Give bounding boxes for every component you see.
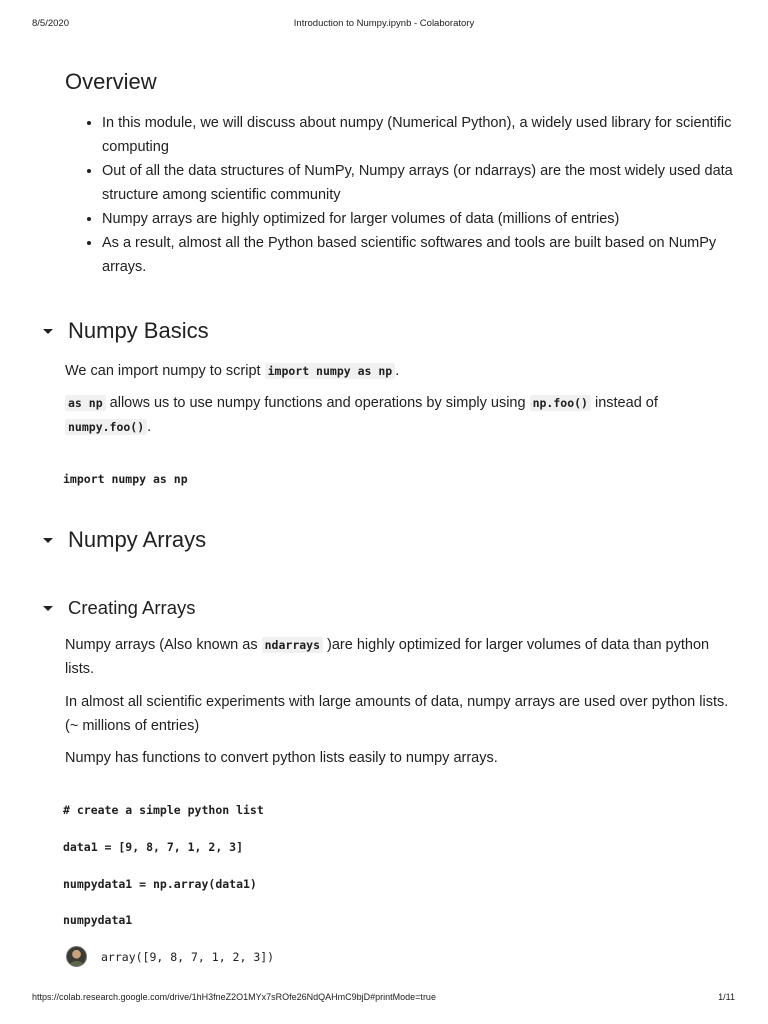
list-item: • As a result, almost all the Python based scientific softwares and tools are built based on NumPy arrays. — [102, 231, 752, 279]
text: )are highly optimized for larger volumes of data than python lists. — [65, 637, 710, 677]
creating-paragraph-1 — [65, 633, 730, 681]
text: allows us to use numpy functions and operations by simply using — [105, 395, 530, 411]
page-number: 1/11 — [718, 992, 735, 1002]
creating-paragraph-2: In almost all scientific experiments with large amounts of data, numpy arrays are used over python lists. (~ millions of entries) — [65, 694, 729, 734]
inline-code: import numpy as np — [265, 363, 396, 379]
collapse-caret-icon[interactable] — [43, 538, 53, 543]
text: Numpy arrays (Also known as — [65, 637, 262, 653]
text: instead of — [590, 395, 658, 411]
creating-paragraph-3: Numpy has functions to convert python lists easily to numpy arrays. — [65, 750, 498, 766]
print-footer — [0, 992, 768, 1006]
print-page-title: Introduction to Numpy.ipynb - Colaboratory — [293, 18, 475, 29]
text: We can import numpy to script — [65, 363, 265, 379]
collapse-caret-icon[interactable] — [43, 329, 53, 334]
code-line[interactable]: numpydata1 — [63, 913, 133, 927]
print-date: 8/5/2020 — [32, 18, 69, 29]
list-item: • In this module, we will discuss about numpy (Numerical Python), a widely used library for scientific computing — [102, 111, 752, 159]
text: . — [395, 363, 400, 379]
basics-paragraph-2 — [65, 391, 730, 439]
code-line[interactable]: data1 = [9, 8, 7, 1, 2, 3] — [63, 840, 244, 854]
section-title: Creating Arrays — [68, 597, 196, 618]
basics-paragraph-1 — [65, 359, 730, 383]
list-item: • Out of all the data structures of NumPy, Numpy arrays (or ndarrays) are the most widely used data structure among scientific community — [102, 159, 752, 207]
inline-code: numpy.foo() — [65, 419, 147, 435]
code-line[interactable]: numpydata1 = np.array(data1) — [63, 877, 257, 891]
cell-output — [66, 946, 274, 967]
section-title: Numpy Basics — [68, 318, 209, 343]
code-cell-import[interactable]: import numpy as np — [63, 472, 188, 486]
inline-code: as np — [65, 395, 106, 411]
inline-code: ndarrays — [262, 637, 323, 653]
inline-code: np.foo() — [530, 395, 591, 411]
section-creating-arrays[interactable] — [40, 597, 196, 619]
output-text: array([9, 8, 7, 1, 2, 3]) — [101, 949, 275, 964]
avatar — [66, 946, 87, 967]
code-comment-line[interactable]: # create a simple python list — [63, 803, 264, 817]
print-url: https://colab.research.google.com/drive/1hH3fneZ2O1MYx7sROfe26NdQAHmC9bjD#printMode=true — [32, 992, 436, 1002]
collapse-caret-icon[interactable] — [43, 606, 53, 611]
list-item: • Numpy arrays are highly optimized for larger volumes of data (millions of entries) — [102, 207, 752, 231]
text: . — [147, 419, 152, 435]
section-numpy-basics[interactable] — [40, 318, 209, 344]
section-numpy-arrays[interactable] — [40, 527, 206, 553]
print-header — [0, 18, 768, 32]
section-title: Numpy Arrays — [68, 527, 207, 552]
overview-bullet-list — [84, 111, 752, 279]
overview-heading: Overview — [65, 69, 157, 94]
